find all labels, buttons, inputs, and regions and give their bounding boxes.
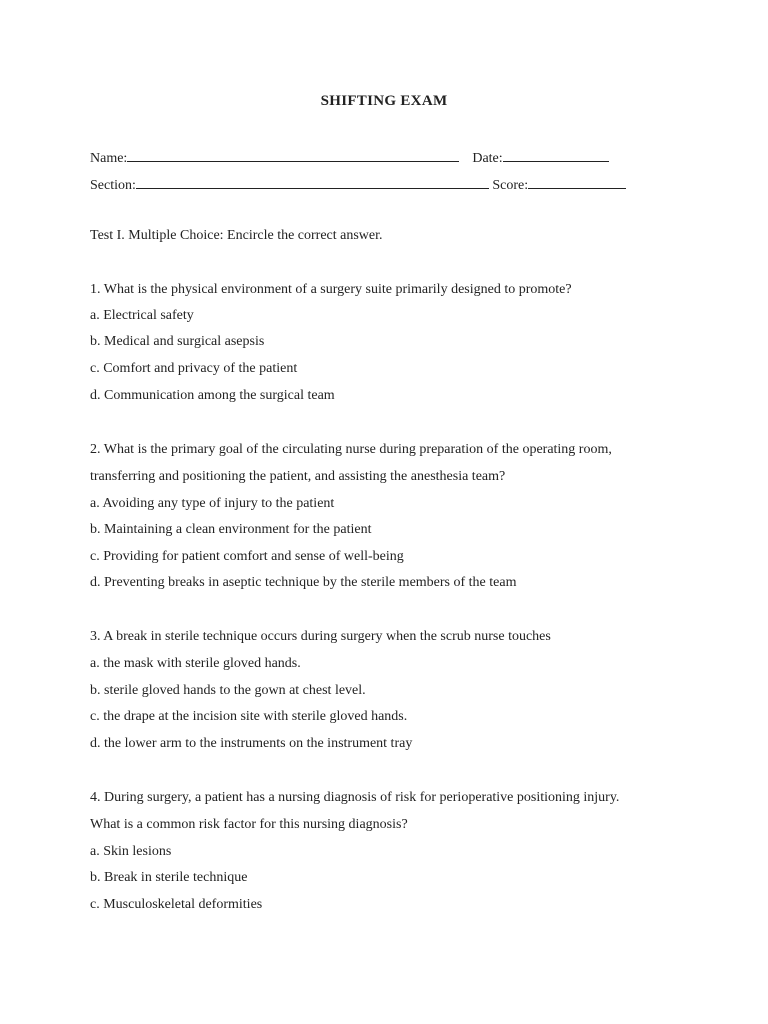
question-4-option-c: c. Musculoskeletal deformities — [90, 897, 263, 912]
score-blank-line[interactable] — [528, 174, 626, 189]
section-score-row — [90, 174, 626, 194]
question-3-option-b: b. sterile gloved hands to the gown at chest level. — [90, 683, 366, 698]
question-4-text-line-2: What is a common risk factor for this nursing diagnosis? — [90, 817, 408, 832]
question-3-option-c: c. the drape at the incision site with sterile gloved hands. — [90, 709, 408, 724]
section-blank-line[interactable] — [136, 174, 489, 189]
question-3-text: 3. A break in sterile technique occurs during surgery when the scrub nurse touches — [90, 629, 551, 644]
question-2-option-c: c. Providing for patient comfort and sense of well-being — [90, 549, 404, 564]
question-2-option-d: d. Preventing breaks in aseptic technique by the sterile members of the team — [90, 575, 517, 590]
name-date-row — [90, 147, 609, 167]
name-blank-line[interactable] — [127, 147, 459, 162]
exam-title: SHIFTING EXAM — [320, 93, 448, 109]
question-1-option-a: a. Electrical safety — [90, 308, 194, 323]
score-label: Score: — [492, 178, 529, 193]
question-1-option-d: d. Communication among the surgical team — [90, 388, 335, 403]
question-2-option-b: b. Maintaining a clean environment for the patient — [90, 522, 372, 537]
question-1-text: 1. What is the physical environment of a surgery suite primarily designed to promote? — [90, 282, 572, 297]
date-blank-line[interactable] — [503, 147, 609, 162]
question-3-option-d: d. the lower arm to the instruments on the instrument tray — [90, 736, 413, 751]
date-label: Date: — [472, 151, 503, 166]
question-2-text-line-1: 2. What is the primary goal of the circulating nurse during preparation of the operating room, — [90, 442, 612, 457]
name-label: Name: — [90, 151, 128, 166]
question-1-option-b: b. Medical and surgical asepsis — [90, 334, 265, 349]
question-1-option-c: c. Comfort and privacy of the patient — [90, 361, 298, 376]
question-2-option-a: a. Avoiding any type of injury to the patient — [90, 496, 335, 511]
question-4-text-line-1: 4. During surgery, a patient has a nursing diagnosis of risk for perioperative positioning injury. — [90, 790, 620, 805]
instructions: Test I. Multiple Choice: Encircle the correct answer. — [90, 228, 383, 243]
question-2-text-line-2: transferring and positioning the patient, and assisting the anesthesia team? — [90, 469, 506, 484]
question-4-option-a: a. Skin lesions — [90, 844, 172, 859]
question-4-option-b: b. Break in sterile technique — [90, 870, 248, 885]
section-label: Section: — [90, 178, 136, 193]
question-3-option-a: a. the mask with sterile gloved hands. — [90, 656, 301, 671]
